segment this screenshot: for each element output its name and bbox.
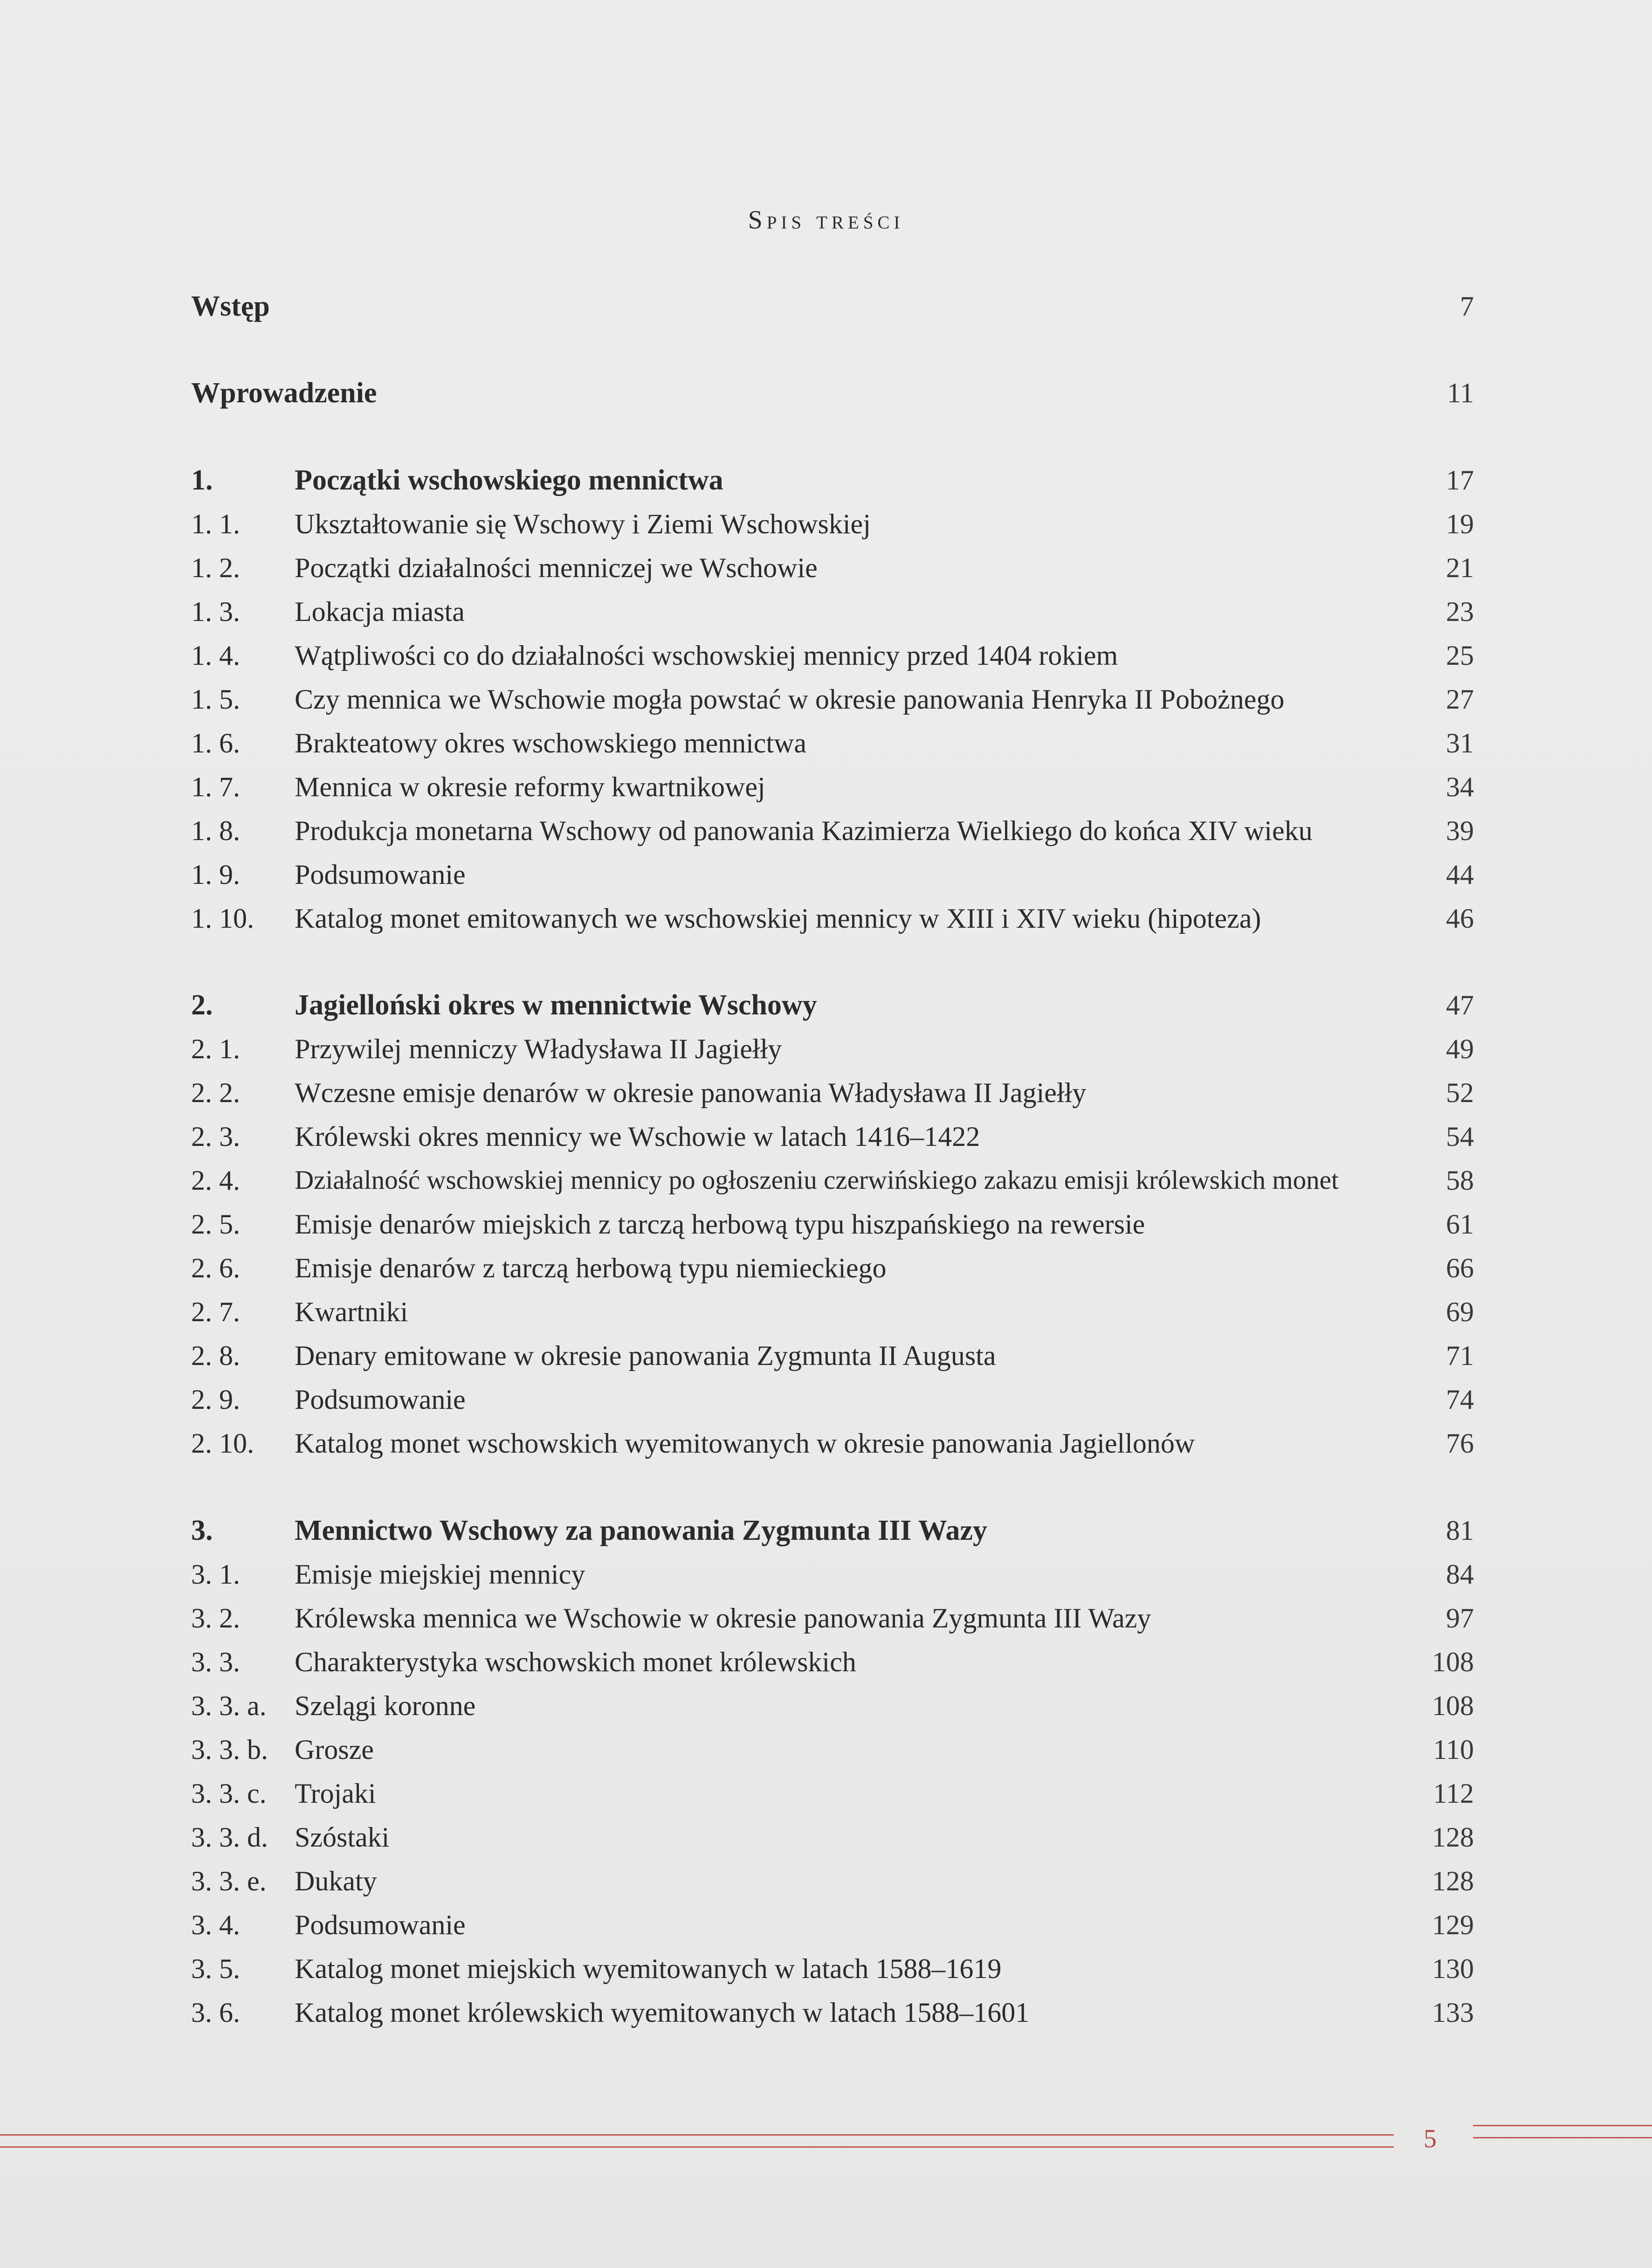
toc-section-entry[interactable] (0, 1118, 1652, 1155)
toc-section-label: Działalność wschowskiej mennicy po ogłoszeniu czerwińskiego zakazu emisji królewskich monet (295, 1165, 1339, 1195)
toc-section-entry[interactable] (0, 1643, 1652, 1681)
toc-section-number: 3. 3. d. (191, 1822, 268, 1853)
toc-section-number: 2. 6. (191, 1253, 240, 1283)
toc-section-entry[interactable] (0, 768, 1652, 806)
toc-section-entry[interactable] (0, 1862, 1652, 1900)
toc-section-page: 46 (1446, 903, 1474, 934)
toc-section-page: 34 (1446, 772, 1474, 802)
toc-section-label: Produkcja monetarna Wschowy od panowania Kazimierza Wielkiego do końca XIV wieku (295, 815, 1313, 846)
toc-section-number: 1. 1. (191, 509, 240, 539)
toc-section-label: Przywilej menniczy Władysława II Jagiełły (295, 1034, 782, 1064)
toc-section-number: 2. 9. (191, 1384, 240, 1415)
toc-section-entry[interactable] (0, 1775, 1652, 1812)
toc-section-number: 1. 9. (191, 859, 240, 890)
toc-chapter-heading[interactable] (0, 462, 1652, 499)
toc-section-entry[interactable] (0, 681, 1652, 718)
page-title: Spis treści (748, 206, 904, 234)
footer-rule-right-lower (1473, 2137, 1652, 2138)
toc-section-number: 2. 4. (191, 1165, 240, 1196)
toc-section-number: 1. 7. (191, 772, 240, 802)
toc-chapter-title: Mennictwo Wschowy za panowania Zygmunta III Wazy (295, 1515, 987, 1546)
toc-section-entry[interactable] (0, 1030, 1652, 1068)
toc-section-page: 21 (1446, 552, 1474, 583)
toc-section-page: 74 (1446, 1384, 1474, 1415)
toc-section-entry[interactable] (0, 900, 1652, 937)
toc-section-label: Emisje miejskiej mennicy (295, 1559, 585, 1590)
toc-section-label: Lokacja miasta (295, 596, 465, 627)
toc-section-number: 3. 3. b. (191, 1734, 268, 1765)
toc-section-number: 1. 5. (191, 684, 240, 715)
toc-section-page: 49 (1446, 1034, 1474, 1064)
toc-section-page: 128 (1432, 1822, 1474, 1853)
toc-section-entry[interactable] (0, 1206, 1652, 1243)
toc-section-number: 2. 2. (191, 1077, 240, 1108)
toc-section-page: 52 (1446, 1077, 1474, 1108)
toc-section-label: Podsumowanie (295, 1910, 466, 1940)
toc-section-number: 1. 4. (191, 640, 240, 671)
toc-section-page: 76 (1446, 1428, 1474, 1459)
toc-section-entry[interactable] (0, 1906, 1652, 1944)
toc-entry-front[interactable] (0, 374, 1652, 412)
toc-section-page: 23 (1446, 596, 1474, 627)
toc-section-number: 3. 3. c. (191, 1778, 267, 1809)
toc-chapter-page: 17 (1446, 465, 1474, 496)
toc-section-label: Katalog monet królewskich wyemitowanych w latach 1588–1601 (295, 1997, 1030, 2028)
toc-chapter-number: 3. (191, 1515, 213, 1546)
toc-section-entry[interactable] (0, 637, 1652, 674)
toc-section-number: 1. 10. (191, 903, 254, 934)
toc-section-entry[interactable] (0, 1162, 1652, 1199)
toc-section-entry[interactable] (0, 1950, 1652, 1987)
toc-chapter-page: 47 (1446, 990, 1474, 1020)
toc-section-number: 3. 2. (191, 1603, 240, 1634)
toc-section-entry[interactable] (0, 549, 1652, 586)
toc-section-page: 54 (1446, 1121, 1474, 1152)
toc-section-entry[interactable] (0, 856, 1652, 893)
toc-section-label: Królewski okres mennicy we Wschowie w latach 1416–1422 (295, 1121, 980, 1152)
toc-section-page: 71 (1446, 1340, 1474, 1371)
toc-section-page: 19 (1446, 509, 1474, 539)
toc-section-label: Trojaki (295, 1778, 376, 1809)
toc-section-entry[interactable] (0, 1074, 1652, 1111)
footer-rule-right (1473, 2125, 1652, 2126)
toc-chapter-title: Początki wschowskiego mennictwa (295, 464, 723, 496)
toc-section-number: 3. 3. a. (191, 1690, 267, 1721)
toc-section-page: 39 (1446, 815, 1474, 846)
toc-section-number: 3. 1. (191, 1559, 240, 1590)
toc-section-number: 1. 6. (191, 728, 240, 758)
toc-section-number: 2. 10. (191, 1428, 254, 1459)
toc-section-page: 108 (1432, 1690, 1474, 1721)
toc-section-label: Podsumowanie (295, 859, 466, 890)
toc-section-entry[interactable] (0, 1556, 1652, 1593)
toc-section-label: Charakterystyka wschowskich monet królewskich (295, 1647, 856, 1677)
toc-section-entry[interactable] (0, 1337, 1652, 1374)
toc-section-page: 25 (1446, 640, 1474, 671)
toc-section-label: Szelągi koronne (295, 1690, 476, 1721)
toc-entry-front[interactable] (0, 288, 1652, 325)
toc-section-number: 2. 7. (191, 1296, 240, 1327)
toc-section-label: Katalog monet emitowanych we wschowskiej mennicy w XIII i XIV wieku (hipoteza) (295, 903, 1261, 934)
toc-section-number: 2. 5. (191, 1209, 240, 1240)
toc-section-label: Ukształtowanie się Wschowy i Ziemi Wschowskiej (295, 509, 871, 539)
toc-section-entry[interactable] (0, 1599, 1652, 1637)
toc-section-label: Denary emitowane w okresie panowania Zygmunta II Augusta (295, 1340, 996, 1371)
toc-section-label: Podsumowanie (295, 1384, 466, 1415)
toc-section-label: Wątpliwości co do działalności wschowskiej mennicy przed 1404 rokiem (295, 640, 1118, 671)
toc-section-number: 3. 5. (191, 1953, 240, 1984)
toc-section-page: 130 (1432, 1953, 1474, 1984)
toc-section-label: Królewska mennica we Wschowie w okresie panowania Zygmunta III Wazy (295, 1603, 1151, 1634)
toc-section-number: 3. 6. (191, 1997, 240, 2028)
toc-section-page: 61 (1446, 1209, 1474, 1240)
toc-section-entry[interactable] (0, 1293, 1652, 1330)
toc-section-page: 31 (1446, 728, 1474, 758)
toc-section-label: Katalog monet miejskich wyemitowanych w latach 1588–1619 (295, 1953, 1002, 1984)
toc-section-label: Grosze (295, 1734, 374, 1765)
toc-section-entry[interactable] (0, 812, 1652, 849)
toc-section-number: 1. 3. (191, 596, 240, 627)
toc-section-label: Dukaty (295, 1866, 377, 1896)
page-folio: 5 (1424, 2124, 1437, 2153)
toc-section-label: Katalog monet wschowskich wyemitowanych w okresie panowania Jagiellonów (295, 1428, 1195, 1459)
toc-section-page: 110 (1433, 1734, 1474, 1765)
toc-section-page: 133 (1432, 1997, 1474, 2028)
toc-section-number: 2. 3. (191, 1121, 240, 1152)
toc-chapter-number: 1. (191, 464, 213, 496)
toc-section-number: 1. 2. (191, 552, 240, 583)
toc-section-entry[interactable] (0, 1731, 1652, 1768)
toc-section-number: 3. 3. (191, 1647, 240, 1677)
toc-section-page: 27 (1446, 684, 1474, 715)
toc-section-number: 3. 4. (191, 1910, 240, 1940)
toc-section-page: 129 (1432, 1910, 1474, 1940)
toc-chapter-heading[interactable] (0, 1512, 1652, 1549)
toc-section-page: 66 (1446, 1253, 1474, 1283)
toc-section-label: Mennica w okresie reformy kwartnikowej (295, 772, 765, 802)
toc-section-page: 128 (1432, 1866, 1474, 1896)
toc-chapter-title: Jagielloński okres w mennictwie Wschowy (295, 989, 817, 1021)
toc-entry-label: Wstęp (191, 290, 270, 322)
toc-section-number: 2. 1. (191, 1034, 240, 1064)
toc-section-entry[interactable] (0, 1687, 1652, 1724)
toc-section-entry[interactable] (0, 1425, 1652, 1462)
toc-section-page: 58 (1446, 1165, 1474, 1196)
toc-section-entry[interactable] (0, 724, 1652, 762)
toc-section-page: 84 (1446, 1559, 1474, 1590)
toc-section-label: Emisje denarów miejskich z tarczą herbową typu hiszpańskiego na rewersie (295, 1209, 1145, 1240)
toc-section-page: 69 (1446, 1296, 1474, 1327)
toc-entry-page: 11 (1447, 378, 1474, 408)
toc-section-number: 1. 8. (191, 815, 240, 846)
toc-section-entry[interactable] (0, 1381, 1652, 1418)
toc-section-number: 3. 3. e. (191, 1866, 267, 1896)
toc-section-page: 44 (1446, 859, 1474, 890)
toc-section-label: Brakteatowy okres wschowskiego mennictwa (295, 728, 807, 758)
footer-rule-left-lower (0, 2146, 1394, 2148)
toc-section-label: Szóstaki (295, 1822, 390, 1853)
toc-section-entry[interactable] (0, 1249, 1652, 1287)
footer-rule-left (0, 2134, 1394, 2136)
toc-section-entry[interactable] (0, 1994, 1652, 2031)
toc-entry-label: Wprowadzenie (191, 377, 377, 409)
toc-section-page: 97 (1446, 1603, 1474, 1634)
toc-section-page: 112 (1433, 1778, 1474, 1809)
toc-chapter-page: 81 (1446, 1515, 1474, 1546)
toc-section-label: Kwartniki (295, 1296, 408, 1327)
toc-entry-page: 7 (1460, 291, 1474, 322)
toc-section-label: Czy mennica we Wschowie mogła powstać w okresie panowania Henryka II Pobożnego (295, 684, 1285, 715)
toc-section-label: Emisje denarów z tarczą herbową typu niemieckiego (295, 1253, 887, 1283)
toc-section-label: Wczesne emisje denarów w okresie panowania Władysława II Jagiełły (295, 1077, 1087, 1108)
toc-section-entry[interactable] (0, 1819, 1652, 1856)
toc-chapter-number: 2. (191, 989, 213, 1021)
toc-section-entry[interactable] (0, 505, 1652, 543)
toc-chapter-heading[interactable] (0, 986, 1652, 1024)
toc-section-entry[interactable] (0, 593, 1652, 630)
toc-section-label: Początki działalności menniczej we Wschowie (295, 552, 818, 583)
toc-section-number: 2. 8. (191, 1340, 240, 1371)
toc-section-page: 108 (1432, 1647, 1474, 1677)
